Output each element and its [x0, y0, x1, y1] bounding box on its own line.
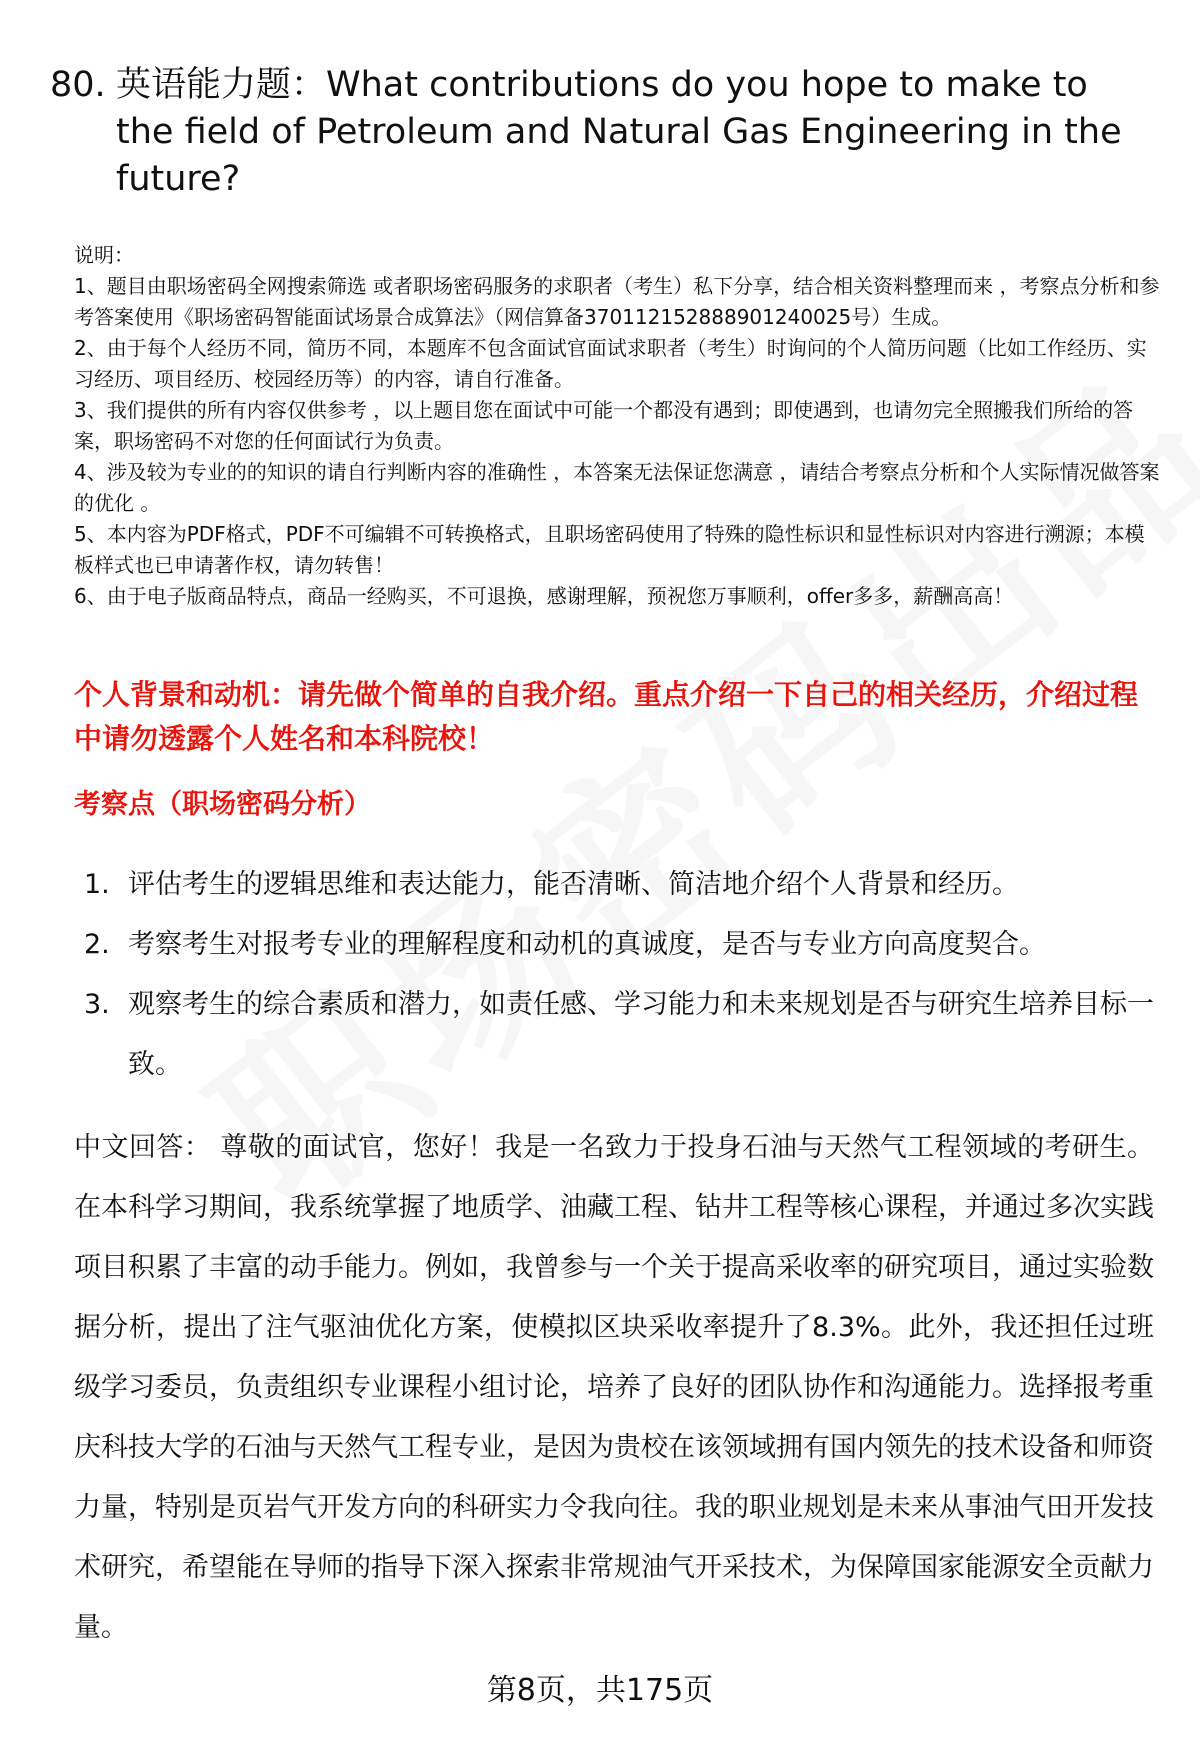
question-number: 80.	[50, 65, 106, 105]
point-number: 2.	[84, 929, 110, 960]
note-item-2: 2、由于每个人经历不同，简历不同，本题库不包含面试官面试求职者（考生）时询问的个人简历问题（比如工作经历、实习经历、项目经历、校园经历等）的内容，请自行准备。	[74, 336, 1147, 391]
point-text: 评估考生的逻辑思维和表达能力，能否清晰、简洁地介绍个人背景和经历。	[128, 869, 1019, 900]
question-title	[50, 62, 1150, 203]
point-item	[84, 975, 1154, 1095]
question-text: 英语能力题：What contributions do you hope to make to the field of Petroleum and Natural Gas Engineering in the future?	[116, 65, 1122, 199]
note-item-4: 4、涉及较为专业的的知识的请自行判断内容的准确性 ，本答案无法保证您满意 ，请结合考察点分析和个人实际情况做答案的优化 。	[74, 460, 1160, 515]
points-list	[84, 855, 1154, 1095]
point-item	[84, 855, 1154, 915]
note-item-3: 3、我们提供的所有内容仅供参考 ，以上题目您在面试中可能一个都没有遇到；即使遇到，也请勿完全照搬我们所给的答案，职场密码不对您的任何面试行为负责。	[74, 398, 1134, 453]
point-number: 1.	[84, 869, 110, 900]
note-item-1: 1、题目由职场密码全网搜索筛选 或者职场密码服务的求职者（考生）私下分享，结合相关资料整理而来 ，考察点分析和参考答案使用《职场密码智能面试场景合成算法》（网信算备370112152888901240025号）生成。	[74, 274, 1160, 329]
points-heading: 考察点（职场密码分析）	[74, 789, 371, 820]
point-text: 观察考生的综合素质和潜力，如责任感、学习能力和未来规划是否与研究生培养目标一致。	[128, 989, 1154, 1080]
point-number: 3.	[84, 989, 110, 1020]
note-item-6: 6、由于电子版商品特点，商品一经购买，不可退换，感谢理解，预祝您万事顺利，offer多多，薪酬高高！	[74, 584, 1014, 608]
notes-section	[74, 240, 1164, 612]
page-number: 第8页，共175页	[486, 1673, 714, 1708]
point-text: 考察考生对报考专业的理解程度和动机的真诚度，是否与专业方向高度契合。	[128, 929, 1046, 960]
background-heading: 个人背景和动机：请先做个简单的自我介绍。重点介绍一下自己的相关经历，介绍过程中请勿透露个人姓名和本科院校！	[74, 678, 1139, 755]
answer-paragraph: 中文回答： 尊敬的面试官，您好！我是一名致力于投身石油与天然气工程领域的考研生。在本科学习期间，我系统掌握了地质学、油藏工程、钻井工程等核心课程，并通过多次实践项目积累了丰富的动手能力。例如，我曾参与一个关于提高采收率的研究项目，通过实验数据分析，提出了注气驱油优化方案，使模拟区块采收率提升了8.3%。此外，我还担任过班级学习委员，负责组织专业课程小组讨论，培养了良好的团队协作和沟通能力。选择报考重庆科技大学的石油与天然气工程专业，是因为贵校在该领域拥有国内领先的技术设备和师资力量，特别是页岩气开发方向的科研实力令我向往。我的职业规划是未来从事油气田开发技术研究，希望能在导师的指导下深入探索非常规油气开采技术，为保障国家能源安全贡献力量。	[74, 1132, 1154, 1643]
point-item	[84, 915, 1154, 975]
notes-title: 说明：	[74, 243, 134, 267]
note-item-5: 5、本内容为PDF格式，PDF不可编辑不可转换格式，且职场密码使用了特殊的隐性标识和显性标识对内容进行溯源；本模板样式也已申请著作权，请勿转售！	[74, 522, 1145, 577]
